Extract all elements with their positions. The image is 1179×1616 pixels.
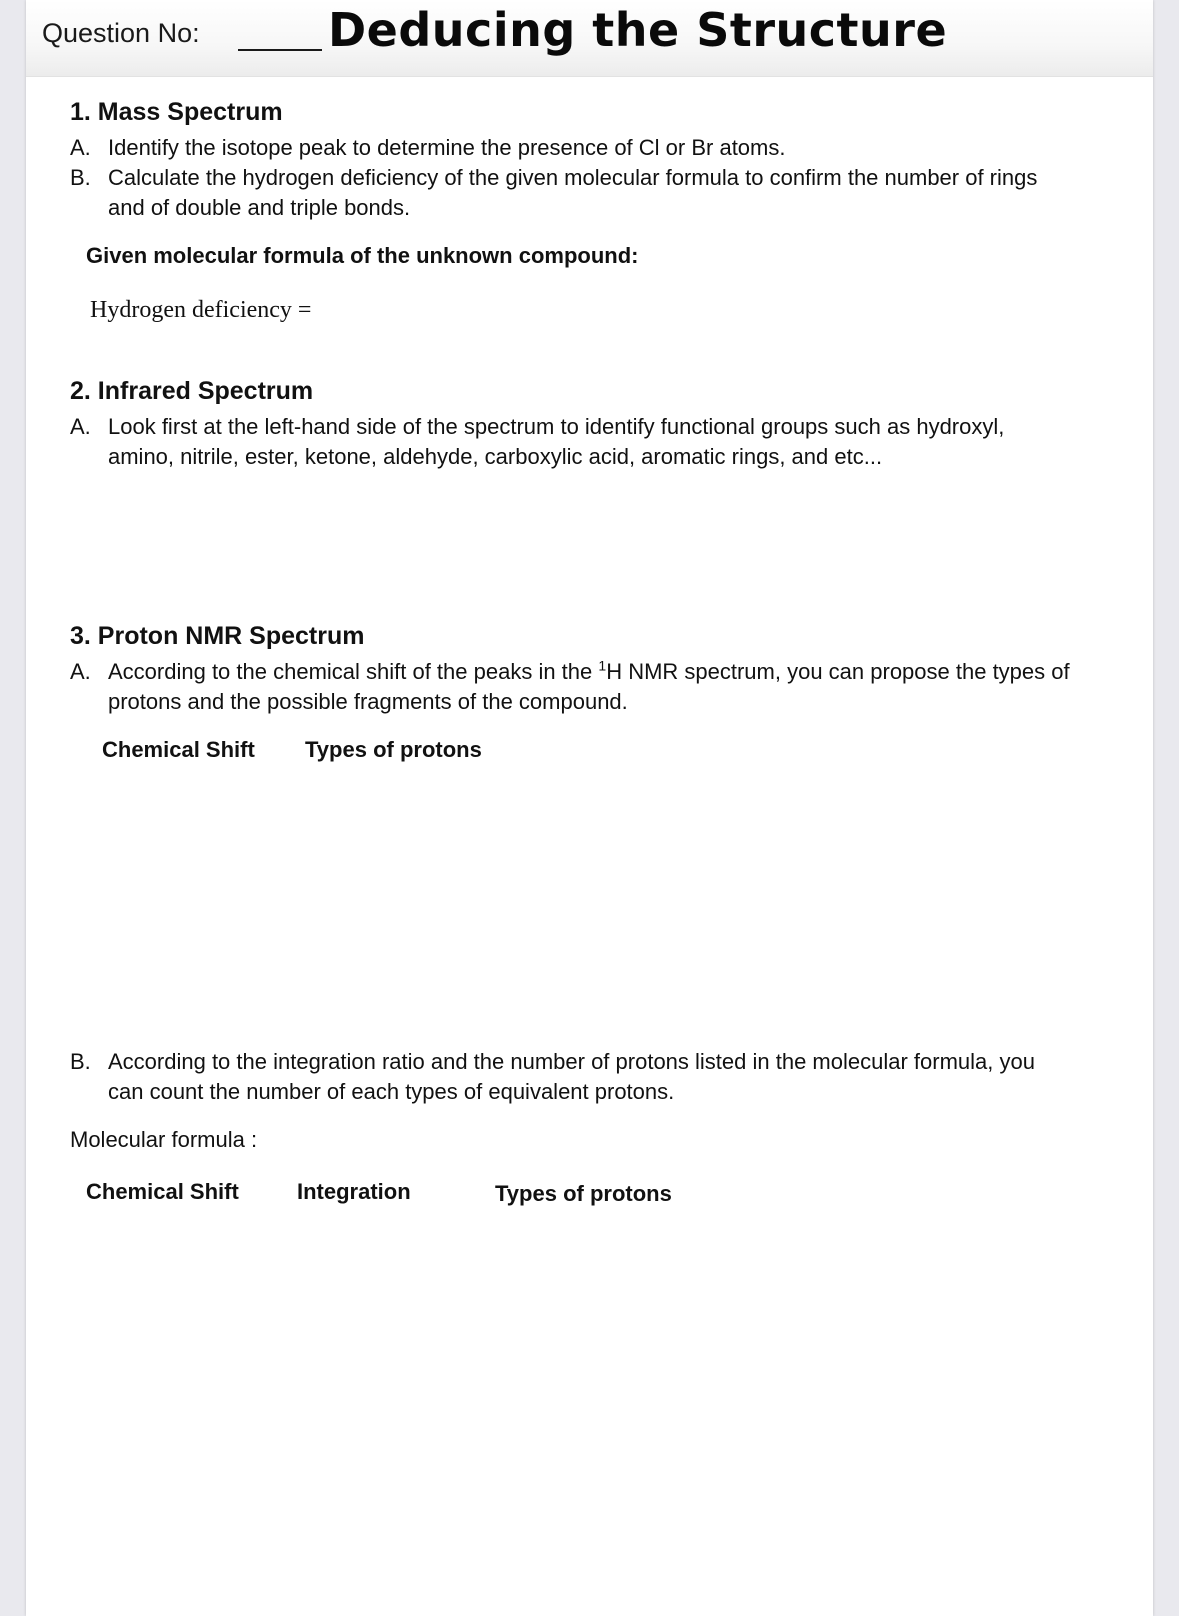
- table-2-col-types-of-protons: Types of protons: [495, 1181, 672, 1206]
- table-1-col-chemical-shift: Chemical Shift: [102, 737, 255, 762]
- section-2-item-a-line1: Look first at the left-hand side of the spectrum to identify functional groups such as hydroxyl,: [108, 414, 1005, 439]
- given-formula-label: Given molecular formula of the unknown compound:: [86, 243, 639, 268]
- section-1-item-b-marker: B.: [70, 165, 91, 190]
- molecular-formula-label: Molecular formula :: [70, 1127, 258, 1152]
- table-2-col-chemical-shift: Chemical Shift: [86, 1179, 239, 1204]
- section-2-item-a-line2: amino, nitrile, ester, ketone, aldehyde, carboxylic acid, aromatic rings, and etc...: [108, 444, 883, 469]
- superscript-one: 1: [598, 657, 607, 674]
- section-3-item-a-marker: A.: [70, 659, 91, 684]
- section-1-item-a-marker: A.: [70, 135, 91, 160]
- worksheet-page: [26, 0, 1153, 1616]
- section-3-heading: 3. Proton NMR Spectrum: [70, 622, 365, 650]
- hydrogen-deficiency-label: Hydrogen deficiency =: [90, 297, 312, 323]
- question-number-label: Question No:: [42, 18, 200, 48]
- table-2-col-integration: Integration: [297, 1179, 411, 1204]
- section-3-item-a-line1: According to the chemical shift of the peaks in the $^1$H NMR spectrum, you can propose the types of: [108, 657, 1070, 684]
- table-1-col-types-of-protons: Types of protons: [305, 737, 482, 762]
- section-1-item-b-line1: Calculate the hydrogen deficiency of the given molecular formula to confirm the number of rings: [108, 165, 1038, 190]
- section-3-item-b-marker: B.: [70, 1049, 91, 1074]
- section-2-heading: 2. Infrared Spectrum: [70, 377, 314, 405]
- section-2-item-a-marker: A.: [70, 414, 91, 439]
- page-title: Deducing the Structure: [328, 3, 948, 57]
- section-3-item-a-line2: protons and the possible fragments of the compound.: [108, 689, 628, 714]
- section-3-item-b-line1: According to the integration ratio and the number of protons listed in the molecular formula, you: [108, 1049, 1035, 1074]
- section-1-heading: 1. Mass Spectrum: [70, 98, 283, 126]
- section-1-item-b-line2: and of double and triple bonds.: [108, 195, 411, 220]
- section-3-item-b-line2: can count the number of each types of equivalent protons.: [108, 1079, 675, 1104]
- section-1-item-a-text: Identify the isotope peak to determine the presence of Cl or Br atoms.: [108, 135, 786, 160]
- header-band: [26, 0, 1153, 77]
- question-number-blank: [238, 49, 322, 51]
